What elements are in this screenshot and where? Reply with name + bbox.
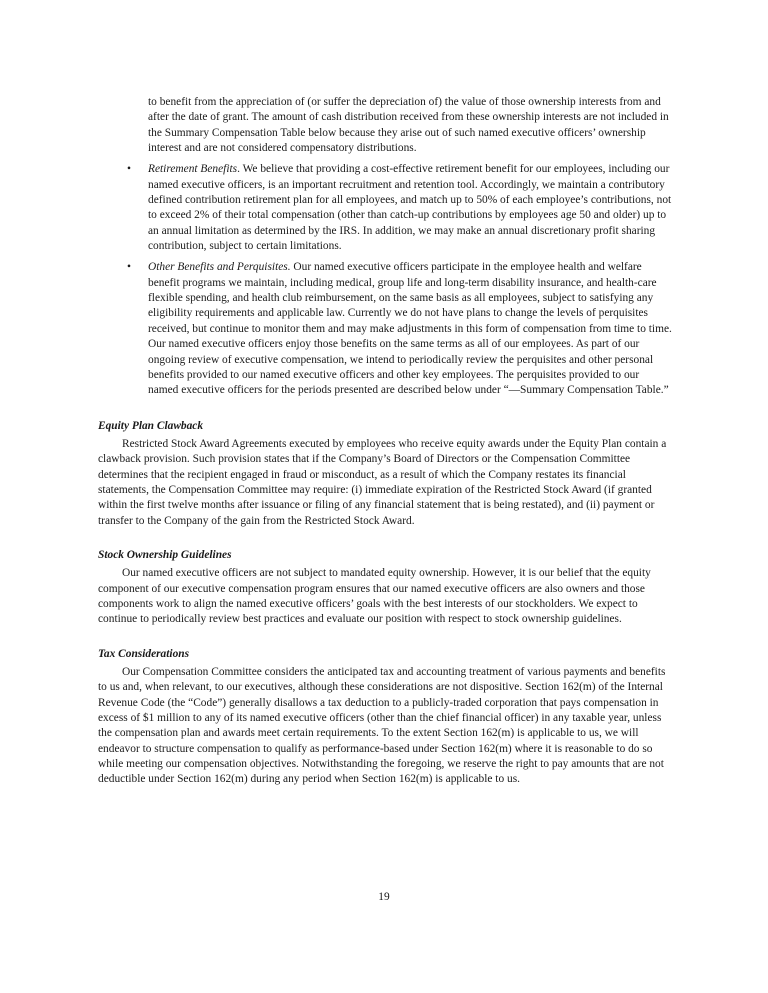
page-number: 19 <box>378 891 390 903</box>
bullet-body: . We believe that providing a cost-effective retirement benefit for our employees, including our named executive officers, is an important recruitment and retention tool. Accordingly, we maintain a contributory defined contribution retirement plan for all employees, and match up to 50% of each employee’s contributions, not to exceed 2% of their total compensation (other than catch-up contributions by employees age 50 and older) up to an annual limitation as determined by the IRS. In addition, we may make an annual discretionary profit sharing contribution, subject to certain limitations. <box>148 163 672 253</box>
paragraph-tax-considerations: Our Compensation Committee considers the anticipated tax and accounting treatment of various payments and benefits to us and, when relevant, to our executives, although these considerations are not dispositive. Section 162(m) of the Internal Revenue Code (the “Code”) generally disallows a tax deduction to a publicly-traded corporation that pays compensation in excess of $1 million to any of its named executive officers (other than the chief financial officer) in any taxable year, unless the compensation plan and awards meet certain requirements. To the extent Section 162(m) is applicable to us, we will endeavor to structure compensation to qualify as performance-based under Section 162(m) where it is reasonable to do so while meeting our compensation objectives. Notwithstanding the foregoing, we reserve the right to pay amounts that are not deductible under Section 162(m) during any period when Section 162(m) is applicable to us. <box>98 666 666 786</box>
heading-stock-ownership-guidelines: Stock Ownership Guidelines <box>98 548 232 561</box>
paragraph-equity-plan-clawback: Restricted Stock Award Agreements executed by employees who receive equity awards under the Equity Plan contain a clawback provision. Such provision states that if the Company’s Board of Directors or the Compensation Committee determines that the recipient engaged in fraud or misconduct, as a result of which the Company restates its financial statements, the Compensation Committee may require: (i) immediate expiration of the Restricted Stock Award (if granted within the first twelve months after issuance or filing of any financial statement that is being restated), and (ii) payment or transfer to the Company of the gain from the Restricted Stock Award. <box>98 437 667 527</box>
bullet-icon: • <box>127 163 131 176</box>
bullet-lead: Retirement Benefits <box>148 163 238 176</box>
continuation-paragraph: to benefit from the appreciation of (or suffer the depreciation of) the value of those ownership interests from and after the date of grant. The amount of cash distribution received from these ownership interests are not included in the Summary Compensation Table below because they arise out of such named executive officers’ ownership interest and are not considered compensatory distributions. <box>148 96 669 155</box>
paragraph-stock-ownership-guidelines: Our named executive officers are not subject to mandated equity ownership. However, it is our belief that the equity component of our executive compensation program ensures that our named executive officers are also owners and those components work to align the named executive officers’ goals with the best interests of our stockholders. We expect to continue to periodically review best practices and evaluate our position with respect to stock ownership guidelines. <box>98 567 651 626</box>
bullet-lead: Other Benefits and Perquisites. <box>148 261 291 274</box>
document-page <box>98 95 672 788</box>
bullet-text <box>148 162 672 254</box>
bullet-body: Our named executive officers participate in the employee health and welfare benefit programs we maintain, including medical, group life and long-term disability insurance, and health-care flexible spending, and health club reimbursement, on the same basis as all employees, subject to satisfying any eligibility requirements and applicable law. Currently we do not have plans to change the levels of perquisites received, but continue to monitor them and may make adjustments in this form of compensation from time to time. Our named executive officers enjoy those benefits on the same terms as all of our employees. As part of our ongoing review of executive compensation, we intend to periodically review the perquisites and other personal benefits provided to our named executive officers and other key employees. The perquisites provided to our named executive officers for the periods presented are described below under “—Summary Compensation Table.” <box>148 261 672 397</box>
heading-equity-plan-clawback: Equity Plan Clawback <box>98 419 204 432</box>
bullet-other-benefits <box>127 260 672 398</box>
bullet-icon: • <box>127 261 131 274</box>
bullet-retirement-benefits <box>127 162 672 254</box>
heading-tax-considerations: Tax Considerations <box>98 647 190 660</box>
bullet-text <box>148 260 672 398</box>
